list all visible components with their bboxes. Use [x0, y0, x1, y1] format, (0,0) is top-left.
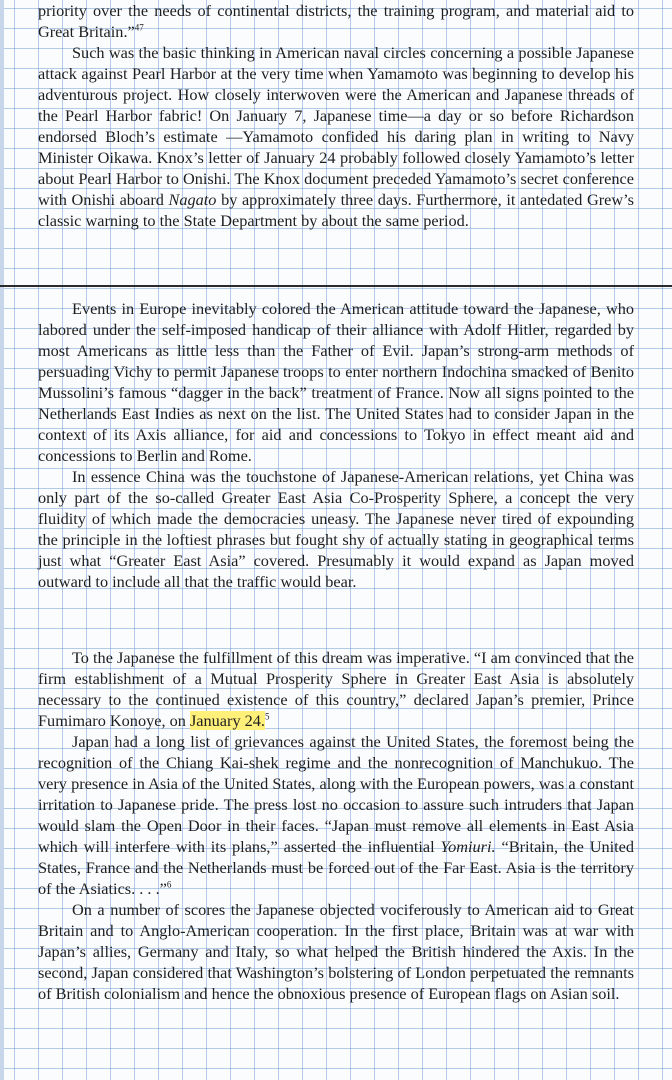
- page-fold-divider: [0, 285, 672, 287]
- paragraph-events-europe: Events in Europe inevitably colored the American attitude toward the Japanese, who labored under the self-imposed handicap of their alliance with Adolf Hitler, regarded by most Americans as little less than the Father of Evil. Japan’s strong-arm methods of persuading Vichy to permit Japanese troops to enter northern Indochina smacked of Benito Mussolini’s famous “dagger in the back” treatment of France. Now all signs pointed to the Netherlands East Indies as next on the list. The United States had to consider Japan in the context of its Axis alliance, for aid and concessions to Tokyo in effect meant aid and concessions to Berlin and Rome.: [38, 299, 634, 465]
- text-block-top: [38, 0, 634, 231]
- footnote-marker: 6: [166, 879, 172, 890]
- highlighted-date: January 24.: [189, 711, 266, 730]
- footnote-marker: 47: [134, 22, 144, 33]
- page-edge: [0, 0, 4, 1080]
- paragraph-china-touchstone: In essence China was the touchstone of Japanese-American relations, yet China was only part of the so-called Greater East Asia Co-Prosperity Sphere, a concept the very fluidity of which made the democracies uneasy. The Japanese never tired of expounding the principle in the loftiest phrases but fought shy of actually stating in geographical terms just what “Greater East Asia” covered. Presumably it would expand as Japan moved outward to include all that the traffic would bear.: [38, 467, 634, 591]
- paragraph-naval-thinking: Such was the basic thinking in American naval circles concerning a possible Japanese attack against Pearl Harbor at the very time when Yamamoto was beginning to develop his adventurous project. How closely interwoven were the American and Japanese threads of the Pearl Harbor fabric! On January 7, Japanese time—a day or so before Richardson endorsed Bloch’s estimate —Yamamoto confided his daring plan in writing to Navy Minister Oikawa. Knox’s letter of January 24 probably followed closely Yamamoto’s letter about Pearl Harbor to Onishi. The Knox document preceded Yamamoto’s secret conference with Onishi aboard Nagato by approximately three days. Furthermore, it antedated Grew’s classic warning to the State Department by about the same period.: [38, 43, 634, 230]
- paragraph-continued: priority over the needs of continental districts, the training program, and material aid to Great Britain.”$^{47}$: [38, 1, 634, 41]
- ship-name: Nagato: [168, 190, 217, 209]
- text-block-middle: [38, 298, 634, 592]
- paragraph-american-aid: On a number of scores the Japanese objected vociferously to American aid to Great Britain and to Anglo-American cooperation. In the first place, Britain was at war with Japan’s allies, Germany and Italy, so what helped the British hindered the Axis. In the second, Japan considered that Washington’s bolstering of London perpetuated the remnants of British colonialism and hence the obnoxious presence of European flags on Asian soil.: [38, 900, 634, 1003]
- newspaper-name: Yomiuri.: [440, 837, 496, 856]
- paragraph-dream-imperative: To the Japanese the fulfillment of this dream was imperative. “I am convinced that the firm establishment of a Mutual Prosperity Sphere in Greater East Asia is absolutely necessary to the continued existence of this country,” declared Japan’s premier, Prince Fumimaro Konoye, on January 24.$^5$: [38, 648, 634, 730]
- text-block-bottom: [38, 647, 634, 1004]
- paragraph-grievances: Japan had a long list of grievances against the United States, the foremost being the recognition of the Chiang Kai-shek regime and the nonrecognition of Manchukuo. The very presence in Asia of the United States, along with the European powers, was a constant irritation to Japanese pride. The press lost no occasion to assure such intruders that Japan would slam the Open Door in their faces. “Japan must remove all elements in East Asia which will interfere with its plans,” asserted the influential Yomiuri. “Britain, the United States, France and the Netherlands must be forced out of the Far East. Asia is the territory of the Asiatics. . . .”$^6$: [38, 732, 635, 898]
- footnote-marker: 5: [265, 711, 270, 722]
